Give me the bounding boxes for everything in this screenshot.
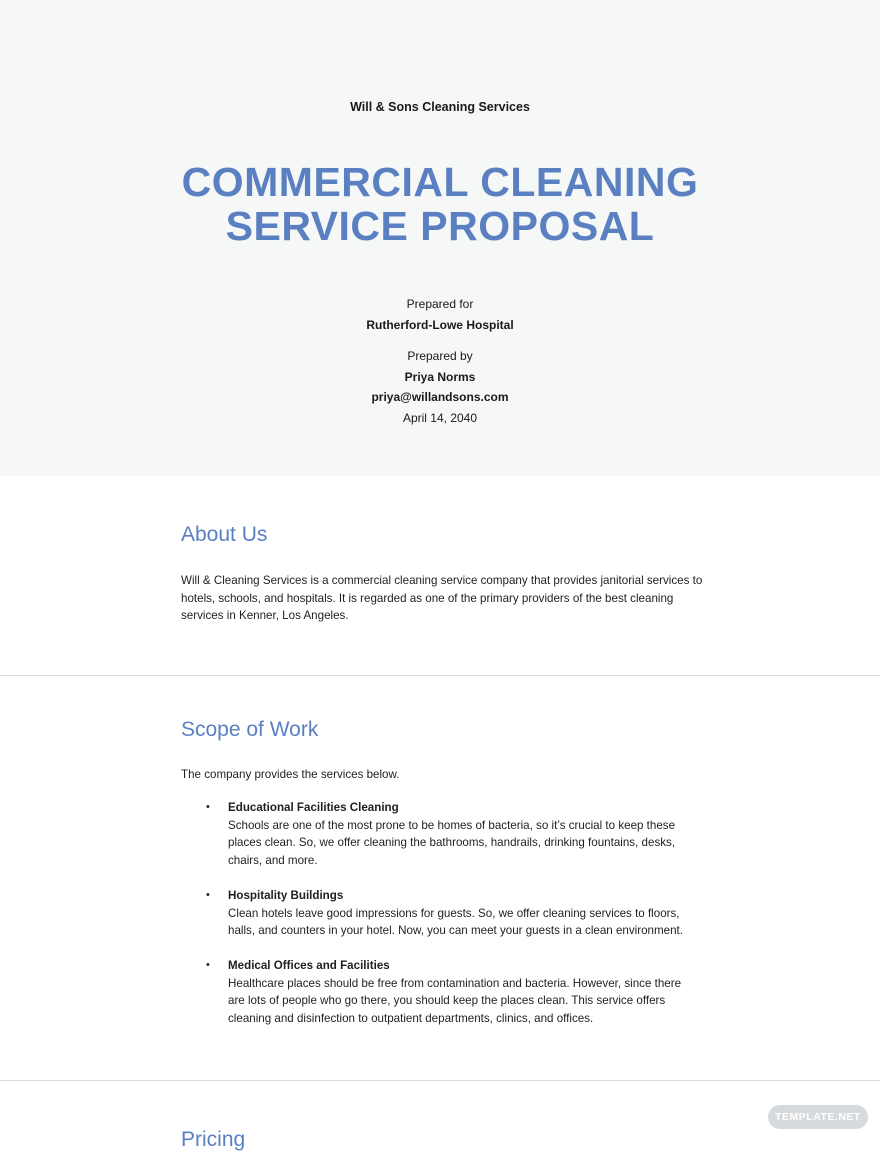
template-net-watermark[interactable]: TEMPLATE.NET [768,1105,868,1129]
prepared-for-label: Prepared for [406,297,474,311]
pricing-heading: Pricing [181,1128,246,1151]
service-item [206,887,696,940]
document-title [0,160,880,248]
about-body: Will & Cleaning Services is a commercial cleaning service company that provides janitorial services to hotels, schools, and hospitals. It is regarded as one of the primary providers of the best cleaning services in Kenner, Los Angeles. [181,574,703,623]
bullet-marker: • [206,801,210,813]
document-title-line-1: COMMERCIAL CLEANING [181,159,699,205]
author-email: priya@willandsons.com [371,390,509,404]
company-name: Will & Sons Cleaning Services [350,100,530,114]
service-title: Medical Offices and Facilities [228,959,390,972]
client-name: Rutherford-Lowe Hospital [366,318,514,332]
proposal-date: April 14, 2040 [402,411,478,425]
author-name: Priya Norms [404,370,476,384]
service-description: Clean hotels leave good impressions for guests. So, we offer cleaning services to floors, halls, and counters in your hotel. Now, you can meet your guests in a clean environment. [228,906,683,937]
service-item [206,799,696,869]
scope-intro: The company provides the services below. [181,768,400,781]
document-title-line-2: SERVICE PROPOSAL [225,203,655,249]
section-divider [0,1080,880,1081]
scope-heading: Scope of Work [181,718,319,741]
prepared-by-label: Prepared by [407,349,473,363]
service-title: Hospitality Buildings [228,889,344,902]
service-description: Schools are one of the most prone to be homes of bacteria, so it’s crucial to keep these places clean. So, we offer cleaning the bathrooms, handrails, drinking fountains, desks, chairs, and more. [228,818,676,867]
section-divider [0,675,880,676]
service-description: Healthcare places should be free from contamination and bacteria. However, since there are lots of people who go there, you should keep the places clean. This service offers cleaning and disinfection to outpatient departments, clinics, and offices. [228,976,682,1025]
bullet-marker: • [206,959,210,971]
service-title: Educational Facilities Cleaning [228,801,399,814]
about-heading: About Us [181,523,268,546]
service-item [206,957,696,1027]
cover-section [0,0,880,476]
bullet-marker: • [206,889,210,901]
